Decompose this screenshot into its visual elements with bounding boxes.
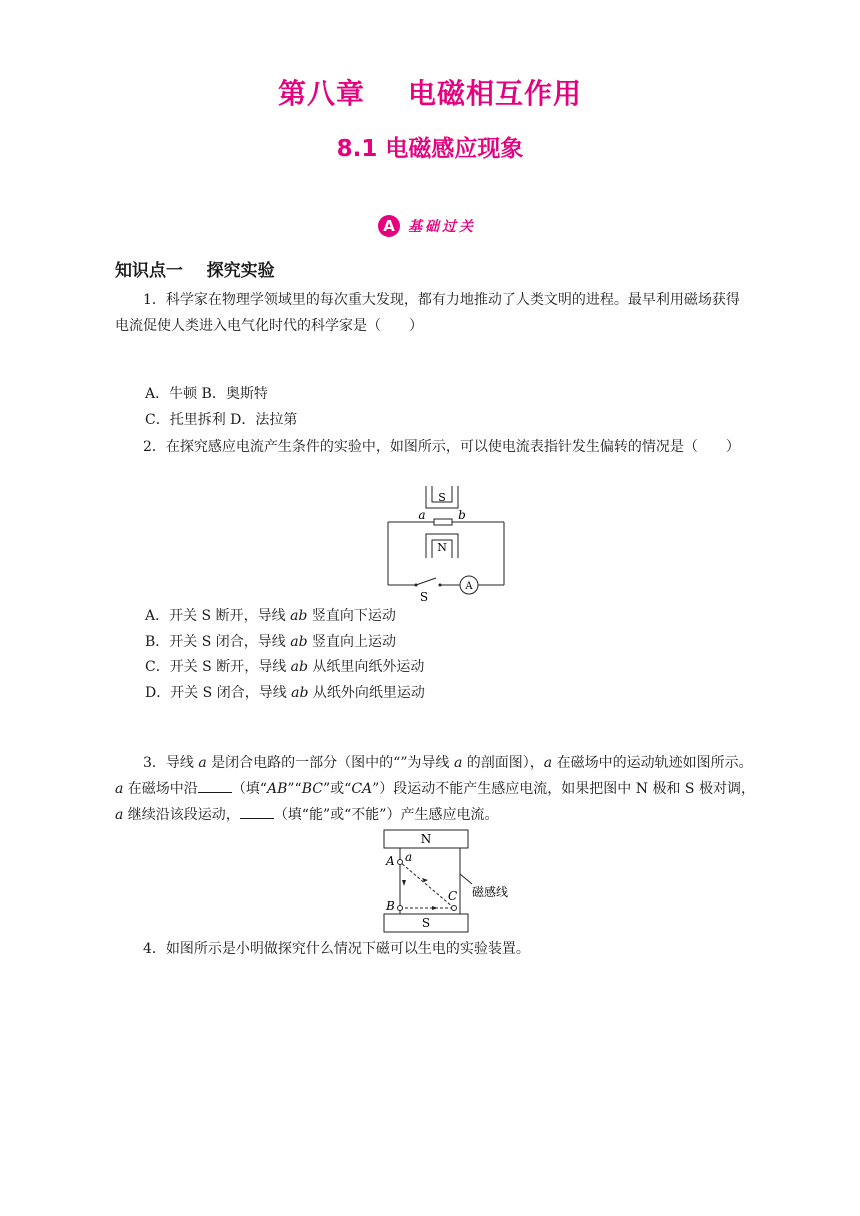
- wire-a-label: a: [405, 850, 413, 864]
- question-text: 在探究感应电流产生条件的实验中，如图所示，可以使电流表指针发生偏转的情况是（ ）: [165, 439, 740, 455]
- switch-lever: [416, 578, 436, 585]
- point-a-label: A: [386, 854, 395, 868]
- chapter-title: 第八章 电磁相互作用: [278, 77, 582, 110]
- q2-option-b: B．开关 S 闭合，导线 ab 竖直向上运动: [145, 634, 396, 650]
- question-1: [115, 287, 750, 339]
- answer-blank-1[interactable]: [198, 778, 232, 793]
- q2-option-c: C．开关 S 断开，导线 ab 从纸里向纸外运动: [145, 659, 425, 675]
- point-c-label: C: [448, 889, 458, 903]
- section-badge: [378, 214, 476, 238]
- label-a: a: [418, 508, 426, 522]
- question-number: 2．: [143, 439, 166, 455]
- q2-circuit-figure: [378, 482, 510, 604]
- field-line-label: 磁感线: [472, 885, 509, 899]
- q2-option-a: A．开关 S 断开，导线 ab 竖直向下运动: [145, 608, 396, 624]
- ammeter-label: A: [465, 581, 473, 592]
- question-2: [115, 434, 755, 460]
- question-3: 3．导线 a 是闭合电路的一部分（图中的“”为导线 a 的剖面图），a 在磁场中的运动轨迹如图所示。a 在磁场中沿 （填“AB”“BC”或“CA”）段运动不能产生感应电流，如果把图中 N 极和 S 极对调，a 继续沿该段运动， （填“能”或“不能”）产生感应电流。: [115, 755, 755, 823]
- q1-options-line-2: C．托里拆利 D．法拉第: [145, 412, 298, 428]
- q3-magnetic-field-figure: [378, 828, 518, 938]
- badge-text: 基础过关: [408, 219, 476, 235]
- badge-letter-icon: A: [378, 215, 400, 237]
- point-b-label: B: [386, 899, 395, 913]
- question-text: 科学家在物理学领域里的每次重大发现，都有力地推动了人类文明的进程。最早利用磁场获得电流促使人类进入电气化时代的科学家是（ ）: [115, 292, 740, 334]
- q1-options-line-1: A．牛顿 B．奥斯特: [145, 386, 268, 402]
- answer-blank-2[interactable]: [240, 804, 274, 819]
- magnet-bottom-label: S: [421, 916, 431, 930]
- section-title: 8.1 电磁感应现象: [336, 136, 524, 162]
- magnet-top-label: N: [420, 832, 432, 846]
- magnet-bottom-label: N: [437, 541, 447, 554]
- knowledge-point-heading: 知识点一 探究实验: [115, 261, 275, 281]
- question-number: 1．: [143, 292, 166, 308]
- question-4: 4．如图所示是小明做探究什么情况下磁可以生电的实验装置。: [143, 941, 530, 957]
- label-b: b: [458, 508, 466, 522]
- q2-option-d: D．开关 S 闭合，导线 ab 从纸外向纸里运动: [145, 685, 425, 701]
- magnet-top-label: S: [438, 491, 446, 504]
- switch-label: S: [419, 590, 429, 604]
